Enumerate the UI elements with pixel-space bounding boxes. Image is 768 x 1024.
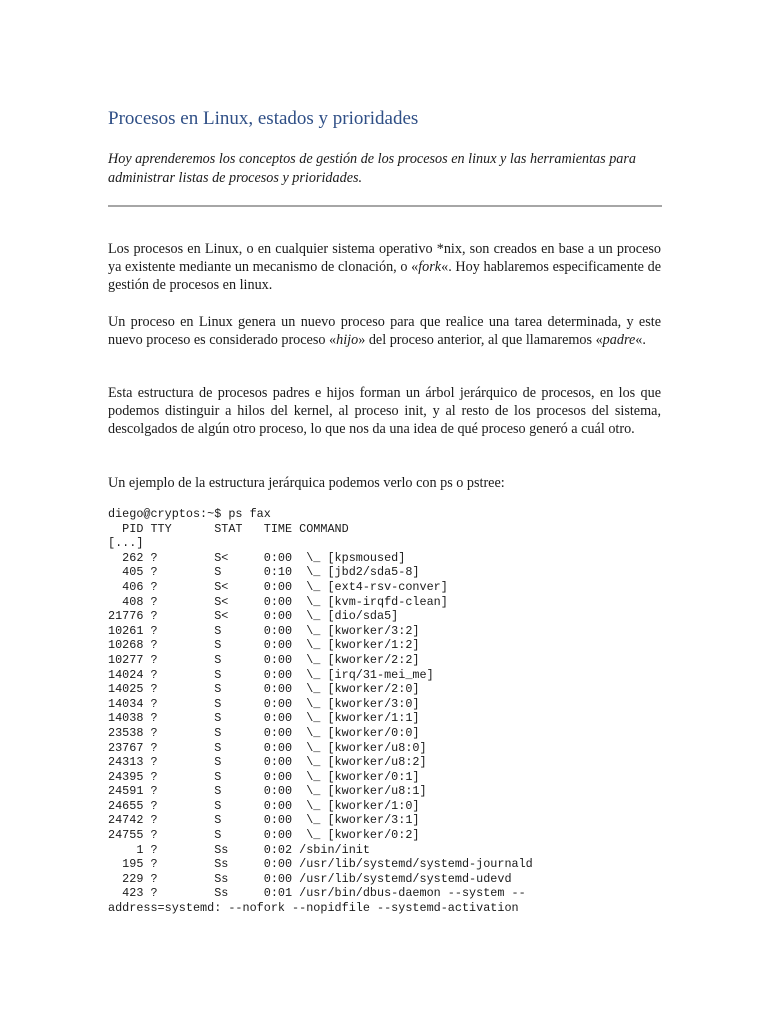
emphasis-padre: padre	[602, 332, 636, 348]
code-line: diego@cryptos:~$ ps fax	[108, 507, 271, 521]
code-line: 24755 ? S 0:00 \_ [kworker/0:2]	[108, 828, 420, 843]
code-line: 10277 ? S 0:00 \_ [kworker/2:2]	[108, 652, 420, 667]
paragraph-text: «.	[635, 332, 646, 348]
emphasis-hijo: hijo	[336, 332, 359, 348]
code-line: 195 ? Ss 0:00 /usr/lib/systemd/systemd-journald	[108, 857, 533, 872]
code-line: 14034 ? S 0:00 \_ [kworker/3:0]	[108, 696, 420, 711]
paragraph-ejemplo	[108, 474, 661, 492]
code-line: 1 ? Ss 0:02 /sbin/init	[108, 842, 370, 857]
code-line: 24655 ? S 0:00 \_ [kworker/1:0]	[108, 798, 420, 813]
document-title: Procesos en Linux, estados y prioridades	[108, 108, 419, 129]
code-block-ps-fax	[108, 507, 668, 916]
code-line: 10268 ? S 0:00 \_ [kworker/1:2]	[108, 638, 420, 653]
paragraph-text: Un ejemplo de la estructura jerárquica podemos verlo con ps o pstree:	[108, 475, 505, 491]
code-line: 14025 ? S 0:00 \_ [kworker/2:0]	[108, 682, 420, 697]
paragraph-text: » del proceso anterior, al que llamaremos «	[358, 332, 603, 348]
code-line: 423 ? Ss 0:01 /usr/bin/dbus-daemon --system --	[108, 886, 526, 901]
code-line: 24313 ? S 0:00 \_ [kworker/u8:2]	[108, 755, 427, 770]
code-line: 24591 ? S 0:00 \_ [kworker/u8:1]	[108, 784, 427, 799]
code-line: address=systemd: --nofork --nopidfile --systemd-activation	[108, 901, 519, 916]
intro-paragraph: Hoy aprenderemos los conceptos de gestión de los procesos en linux y las herramientas para administrar listas de procesos y prioridades.	[108, 151, 637, 186]
paragraph-text: Un proceso en Linux genera un nuevo proceso para que realice una tarea determinada, y este nuevo proceso es considerado proceso «	[108, 314, 661, 348]
paragraph-arbol	[108, 384, 661, 438]
code-line: 408 ? S< 0:00 \_ [kvm-irqfd-clean]	[108, 594, 448, 609]
code-line: 406 ? S< 0:00 \_ [ext4-rsv-conver]	[108, 579, 448, 594]
code-line: 229 ? Ss 0:00 /usr/lib/systemd/systemd-udevd	[108, 871, 512, 886]
code-line: 23767 ? S 0:00 \_ [kworker/u8:0]	[108, 740, 427, 755]
code-line: 21776 ? S< 0:00 \_ [dio/sda5]	[108, 609, 399, 624]
horizontal-rule	[108, 205, 662, 207]
code-line: PID TTY STAT TIME COMMAND	[108, 521, 349, 536]
paragraph-hijo-padre	[108, 313, 661, 349]
code-line: 14024 ? S 0:00 \_ [irq/31-mei_me]	[108, 667, 434, 682]
paragraph-text: «. Hoy hablaremos especificamente de gestión de procesos en linux.	[108, 259, 661, 293]
code-line: 405 ? S 0:10 \_ [jbd2/sda5-8]	[108, 565, 420, 580]
emphasis-fork: fork	[418, 259, 442, 275]
code-line: 10261 ? S 0:00 \_ [kworker/3:2]	[108, 623, 420, 638]
code-line: 24742 ? S 0:00 \_ [kworker/3:1]	[108, 813, 420, 828]
code-line: 14038 ? S 0:00 \_ [kworker/1:1]	[108, 711, 420, 726]
code-line: [...]	[108, 536, 144, 551]
paragraph-fork	[108, 240, 661, 294]
code-line: 23538 ? S 0:00 \_ [kworker/0:0]	[108, 725, 420, 740]
code-line: 262 ? S< 0:00 \_ [kpsmoused]	[108, 550, 406, 565]
code-line: 24395 ? S 0:00 \_ [kworker/0:1]	[108, 769, 420, 784]
paragraph-text: Los procesos en Linux, o en cualquier sistema operativo *nix, son creados en base a un proceso ya existente mediante un mecanismo de clonación, o «	[108, 241, 661, 275]
paragraph-text: Esta estructura de procesos padres e hijos forman un árbol jerárquico de procesos, en los que podemos distinguir a hilos del kernel, al proceso init, y al resto de los procesos del sistema, descolgados de algún otro proceso, lo que nos da una idea de qué proceso generó a cuál otro.	[108, 385, 661, 437]
